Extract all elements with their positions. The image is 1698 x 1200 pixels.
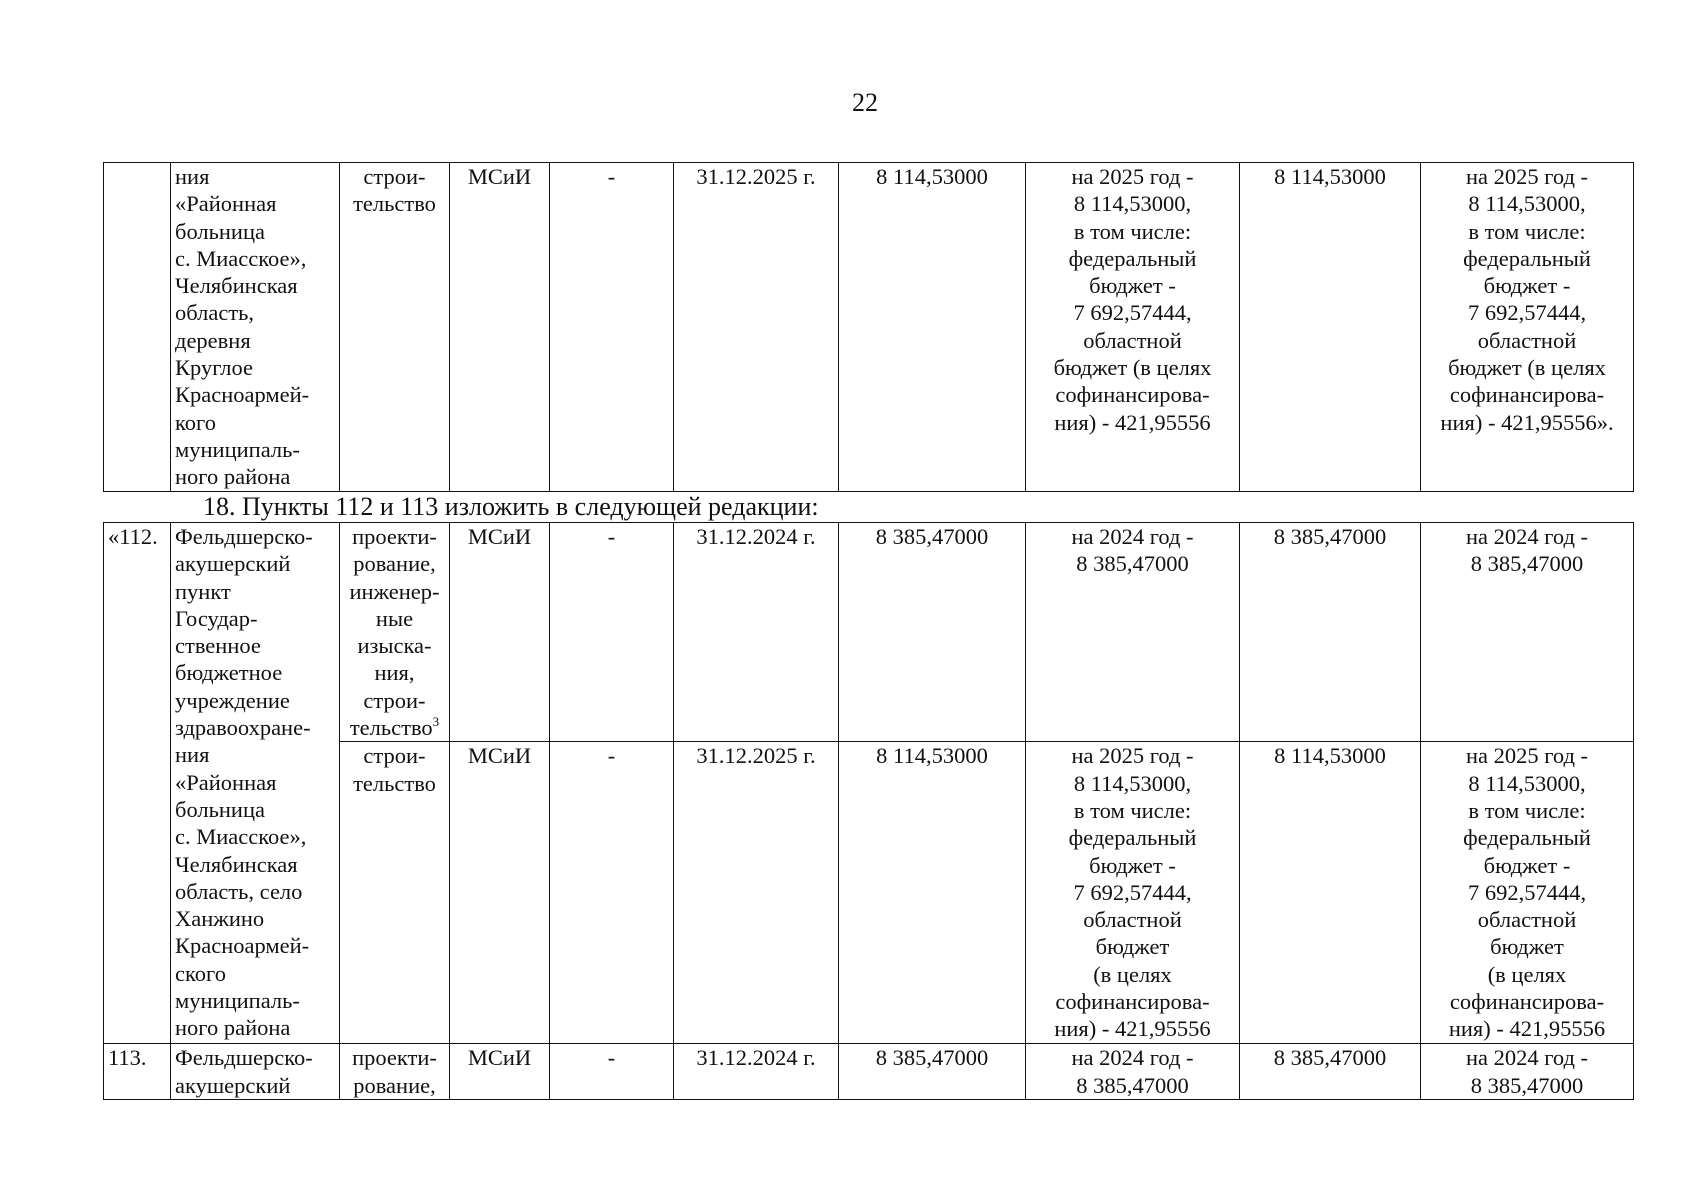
cell-total: 8 114,53000 [1240, 742, 1421, 1044]
cell-capacity: - [550, 1044, 674, 1100]
cell-capacity: - [550, 163, 674, 492]
cell-financing-2: на 2025 год - 8 114,53000, в том числе: федеральный бюджет - 7 692,57444, областной бюджет (в целях софинансирова- ния) - 421,95556». [1421, 163, 1634, 492]
table-row [104, 523, 1634, 742]
cell-customer: МСиИ [450, 1044, 550, 1100]
cell-financing: на 2024 год - 8 385,47000 [1026, 1044, 1240, 1100]
page-number: 22 [852, 88, 878, 117]
cell-kind: строи- тельство [340, 163, 450, 492]
items-table [103, 522, 1634, 1100]
cell-name: ния «Районная больница с. Миасское», Челябинская область, деревня Круглое Красноармей- кого муниципаль- ного района [171, 163, 340, 492]
table-row [104, 1044, 1634, 1100]
cell-customer: МСиИ [450, 742, 550, 1044]
cell-total: 8 385,47000 [1240, 1044, 1421, 1100]
cell-kind: проекти- рование, инженер- ные изыска- ния, строи- тельство$^3$ [340, 523, 450, 742]
cell-capacity: - [550, 523, 674, 742]
cell-deadline: 31.12.2024 г. [674, 1044, 839, 1100]
cell-financing: на 2025 год - 8 114,53000, в том числе: федеральный бюджет - 7 692,57444, областной бюджет (в целях софинансирова- ния) - 421,95556 [1026, 742, 1240, 1044]
cell-kind: проекти- рование, [340, 1044, 450, 1100]
cell-capacity: - [550, 742, 674, 1044]
cell-deadline: 31.12.2025 г. [674, 742, 839, 1044]
cell-financing-2: на 2024 год - 8 385,47000 [1421, 1044, 1634, 1100]
cell-deadline: 31.12.2024 г. [674, 523, 839, 742]
cell-total: 8 114,53000 [1240, 163, 1421, 492]
cell-num: 113. [104, 1044, 171, 1100]
cell-name: Фельдшерско- акушерский пункт Государ- ственное бюджетное учреждение здравоохране- ния «Районная больница с. Миасское», Челябинская область, село Ханжино Красноармей- ского муниципаль- ного района [171, 523, 340, 1044]
section-heading: 18. Пункты 112 и 113 изложить в следующей редакции: [203, 492, 819, 521]
cell-deadline: 31.12.2025 г. [674, 163, 839, 492]
footnote-mark: 3 [432, 714, 440, 730]
cell-customer: МСиИ [450, 523, 550, 742]
cell-financing-2: на 2024 год - 8 385,47000 [1421, 523, 1634, 742]
cell-financing: на 2025 год - 8 114,53000, в том числе: федеральный бюджет - 7 692,57444, областной бюджет (в целях софинансирова- ния) - 421,95556 [1026, 163, 1240, 492]
cell-cost: 8 385,47000 [839, 523, 1026, 742]
cell-financing: на 2024 год - 8 385,47000 [1026, 523, 1240, 742]
cell-cost: 8 385,47000 [839, 1044, 1026, 1100]
cell-num [104, 163, 171, 492]
cell-kind: строи- тельство [340, 742, 450, 1044]
cell-name: Фельдшерско- акушерский [171, 1044, 340, 1100]
cell-num: «112. [104, 523, 171, 1044]
cell-cost: 8 114,53000 [839, 742, 1026, 1044]
cell-customer: МСиИ [450, 163, 550, 492]
cell-cost: 8 114,53000 [839, 163, 1026, 492]
cell-financing-2: на 2025 год - 8 114,53000, в том числе: федеральный бюджет - 7 692,57444, областной бюджет (в целях софинансирова- ния) - 421,95556 [1421, 742, 1634, 1044]
table-row [104, 163, 1634, 492]
continuation-table [103, 162, 1634, 492]
cell-total: 8 385,47000 [1240, 523, 1421, 742]
